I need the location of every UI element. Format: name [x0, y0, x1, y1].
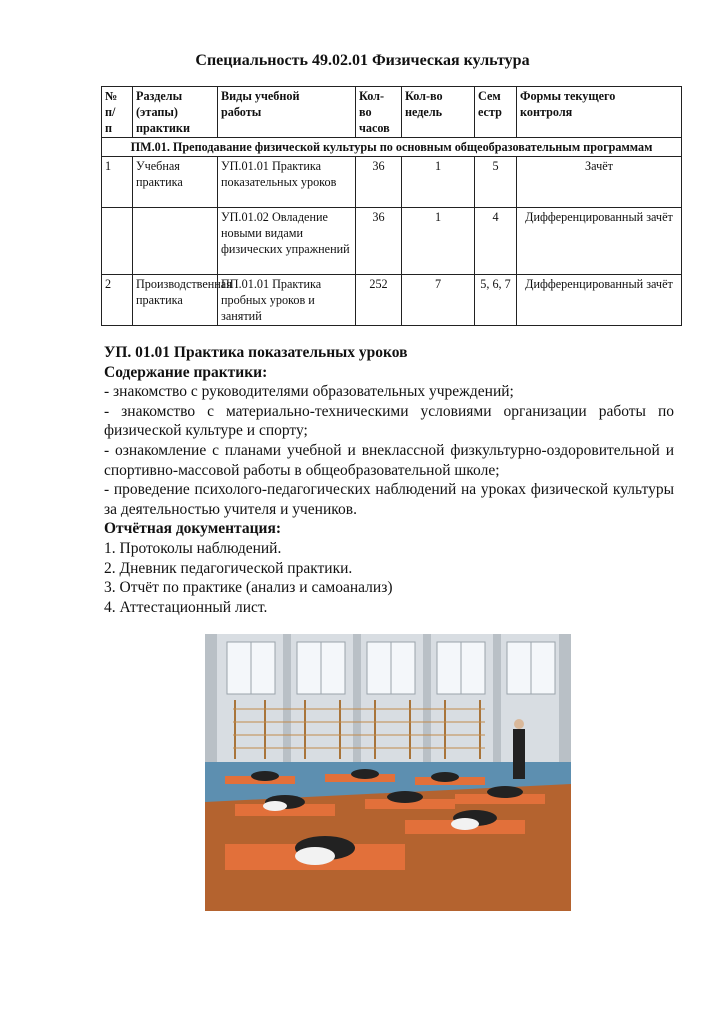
table-header-row: [102, 87, 682, 138]
row-weeks: 7: [402, 275, 475, 326]
row-weeks: 1: [402, 208, 475, 275]
header-hours: Кол- во часов: [356, 87, 402, 138]
row-num: [102, 208, 133, 275]
table-row: [102, 275, 682, 326]
row-work: УП.01.01 Практика показательных уроков: [218, 157, 356, 208]
header-num: № п/ п: [102, 87, 133, 138]
docs-item: 4. Аттестационный лист.: [104, 598, 268, 616]
docs-heading: Отчётная документация:: [104, 520, 282, 538]
docs-item: 3. Отчёт по практике (анализ и самоанализ): [104, 579, 393, 597]
table-row: [102, 157, 682, 208]
row-control: Дифференцированный зачёт: [517, 275, 682, 326]
gym-class-photo: [205, 634, 571, 911]
row-hours: 36: [356, 208, 402, 275]
content-item: - знакомство с материально-техническими условиями организации работы по физической культуре и спорту;: [104, 402, 674, 440]
table-row: [102, 208, 682, 275]
page-title: Специальность 49.02.01 Физическая культура: [195, 52, 530, 69]
row-work: УП.01.02 Овладение новыми видами физических упражнений: [218, 208, 356, 275]
docs-list: [104, 539, 674, 617]
header-section: Разделы (этапы) практики: [133, 87, 218, 138]
row-weeks: 1: [402, 157, 475, 208]
row-control: Дифференцированный зачёт: [517, 208, 682, 275]
row-section: Учебная практика: [133, 157, 218, 208]
header-weeks: Кол-во недель: [402, 87, 475, 138]
row-hours: 252: [356, 275, 402, 326]
practice-table: [101, 86, 682, 326]
module-row: [102, 138, 682, 157]
row-semester: 5: [475, 157, 517, 208]
practice-description: [104, 343, 674, 617]
content-heading: Содержание практики:: [104, 363, 268, 381]
header-work: Виды учебной работы: [218, 87, 356, 138]
row-section: [133, 208, 218, 275]
row-hours: 36: [356, 157, 402, 208]
row-work: ПП.01.01 Практика пробных уроков и занятий: [218, 275, 356, 326]
section-heading: УП. 01.01 Практика показательных уроков: [104, 344, 408, 361]
header-control: Формы текущего контроля: [517, 87, 682, 138]
module-title: ПМ.01. Преподавание физической культуры по основным общеобразовательным программам: [102, 138, 682, 157]
row-control: Зачёт: [517, 157, 682, 208]
docs-item: 2. Дневник педагогической практики.: [104, 559, 353, 577]
header-semester: Сем естр: [475, 87, 517, 138]
row-semester: 5, 6, 7: [475, 275, 517, 326]
row-semester: 4: [475, 208, 517, 275]
row-num: 2: [102, 275, 133, 326]
content-item: - ознакомление с планами учебной и внеклассной физкультурно-оздоровительной и спортивно-массовой работы в общеобразовательной школе;: [104, 441, 674, 479]
content-item: - проведение психолого-педагогических наблюдений на уроках физической культуры за деятельностью учителя и учеников.: [104, 481, 674, 518]
docs-item: 1. Протоколы наблюдений.: [104, 539, 282, 557]
content-item: - знакомство с руководителями образовательных учреждений;: [104, 383, 514, 401]
row-num: 1: [102, 157, 133, 208]
row-section: Производственная практика: [133, 275, 218, 326]
